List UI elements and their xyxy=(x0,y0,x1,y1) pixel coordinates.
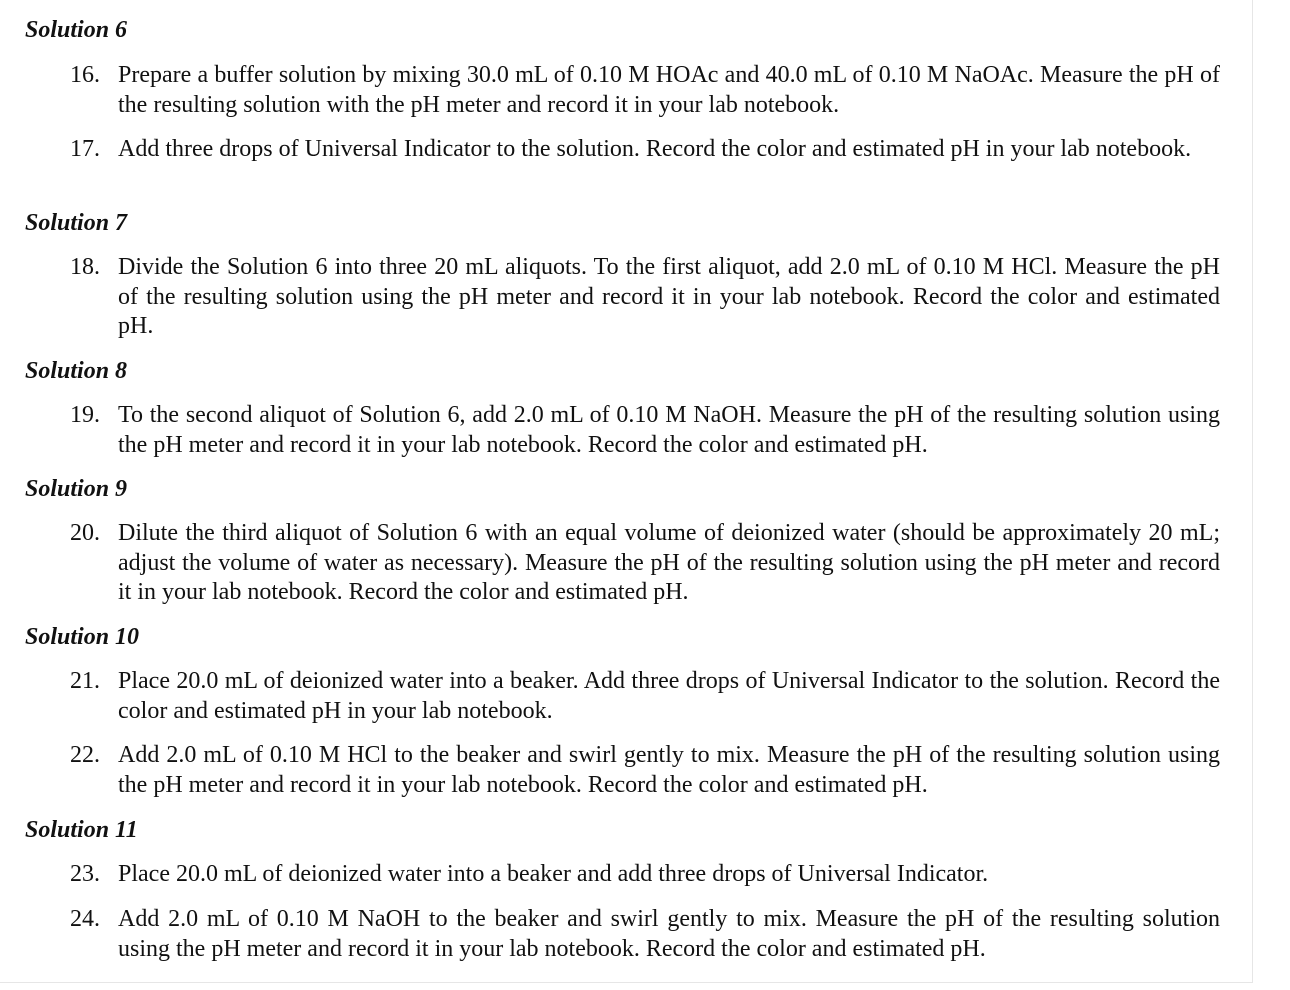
step-number: 16. xyxy=(70,62,100,88)
step-text: Dilute the third aliquot of Solution 6 with an equal volume of deionized water (should be approximately 20 mL; adjust the volume of water as necessary). Measure the pH of the resulting solution using the pH meter and record it in your lab notebook. Record the color and estimated pH. xyxy=(118,520,1220,605)
step-19 xyxy=(70,401,1220,460)
step-number: 17. xyxy=(70,136,100,162)
step-text: Add three drops of Universal Indicator to the solution. Record the color and estimated pH in your lab notebook. xyxy=(118,136,1192,162)
step-number: 23. xyxy=(70,861,100,887)
step-21 xyxy=(70,667,1220,726)
step-22 xyxy=(70,741,1220,800)
step-17 xyxy=(70,135,1220,165)
step-number: 19. xyxy=(70,402,100,428)
step-text: Add 2.0 mL of 0.10 M HCl to the beaker and swirl gently to mix. Measure the pH of the resulting solution using the pH meter and record it in your lab notebook. Record the color and estimated pH. xyxy=(118,742,1220,798)
step-18 xyxy=(70,253,1220,342)
step-24 xyxy=(70,905,1220,964)
step-number: 20. xyxy=(70,520,100,546)
section-heading-solution-7: Solution 7 xyxy=(25,210,128,236)
step-text: Add 2.0 mL of 0.10 M NaOH to the beaker and swirl gently to mix. Measure the pH of the resulting solution using the pH meter and record it in your lab notebook. Record the color and estimated pH. xyxy=(118,906,1220,962)
step-text: Place 20.0 mL of deionized water into a beaker and add three drops of Universal Indicator. xyxy=(118,861,989,887)
step-text: Prepare a buffer solution by mixing 30.0 mL of 0.10 M HOAc and 40.0 mL of 0.10 M NaOAc. Measure the pH of the resulting solution with the pH meter and record it in your lab notebook. xyxy=(118,62,1220,118)
section-heading-solution-6: Solution 6 xyxy=(25,17,128,43)
step-text: Place 20.0 mL of deionized water into a beaker. Add three drops of Universal Indicator to the solution. Record the color and estimated pH in your lab notebook. xyxy=(118,668,1220,724)
step-23 xyxy=(70,860,1220,890)
section-heading-solution-11: Solution 11 xyxy=(25,817,138,843)
section-heading-solution-9: Solution 9 xyxy=(25,476,128,502)
step-number: 18. xyxy=(70,254,100,280)
step-number: 21. xyxy=(70,668,100,694)
section-heading-solution-8: Solution 8 xyxy=(25,358,128,384)
step-number: 24. xyxy=(70,906,100,932)
step-number: 22. xyxy=(70,742,100,768)
section-heading-solution-10: Solution 10 xyxy=(25,624,140,650)
step-text: To the second aliquot of Solution 6, add 2.0 mL of 0.10 M NaOH. Measure the pH of the resulting solution using the pH meter and record it in your lab notebook. Record the color and estimated pH. xyxy=(118,402,1220,458)
step-16 xyxy=(70,61,1220,120)
step-text: Divide the Solution 6 into three 20 mL aliquots. To the first aliquot, add 2.0 mL of 0.10 M HCl. Measure the pH of the resulting solution using the pH meter and record it in your lab notebook. Record the color and estimated pH. xyxy=(118,254,1220,339)
step-20 xyxy=(70,519,1220,608)
